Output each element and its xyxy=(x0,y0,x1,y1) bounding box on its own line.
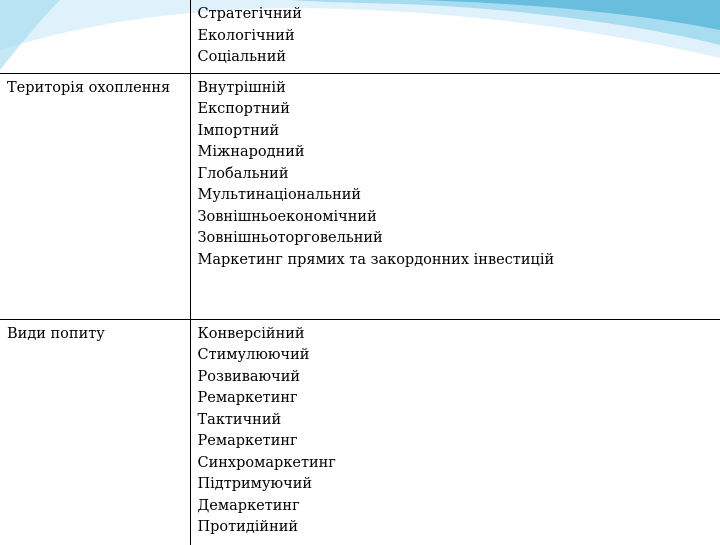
list-item: Зовнішньоторговельний xyxy=(198,228,714,250)
list-item: Глобальний xyxy=(198,164,714,186)
list-item: Внутрішній xyxy=(198,78,714,100)
list-item: Імпортний xyxy=(198,121,714,143)
list-item: Міжнародний xyxy=(198,142,714,164)
list-item: Розвиваючий xyxy=(198,367,714,389)
table-row xyxy=(0,319,720,545)
list-item: Зовнішньоекономічний xyxy=(198,207,714,229)
list-item: Експортний xyxy=(198,99,714,121)
types-cell xyxy=(190,73,720,319)
list-item: Протидійний xyxy=(198,517,714,539)
types-list xyxy=(191,320,720,543)
list-item: Тактичний xyxy=(198,410,714,432)
list-item: Стратегічний xyxy=(198,4,714,26)
category-cell xyxy=(0,0,190,73)
list-item: Соціальний xyxy=(198,47,714,69)
list-item: Мультинаціональний xyxy=(198,185,714,207)
category-cell xyxy=(0,73,190,319)
list-item: Конверсійний xyxy=(198,324,714,346)
category-label xyxy=(0,0,190,8)
table-row xyxy=(0,0,720,73)
category-label: Територія охоплення xyxy=(0,74,190,104)
table-row xyxy=(0,73,720,319)
list-item: Ремаркетинг xyxy=(198,388,714,410)
types-cell xyxy=(190,0,720,73)
types-list xyxy=(191,0,720,73)
list-item: Екологічний xyxy=(198,26,714,48)
list-item: Маркетинг прямих та закордонних інвестицій xyxy=(198,250,714,272)
list-item: Ремаркетинг xyxy=(198,431,714,453)
list-item: Стимулюючий xyxy=(198,345,714,367)
list-item: Підтримуючий xyxy=(198,474,714,496)
category-label: Види попиту xyxy=(0,320,190,350)
types-cell xyxy=(190,319,720,545)
category-cell xyxy=(0,319,190,545)
list-item: Демаркетинг xyxy=(198,496,714,518)
types-list xyxy=(191,74,720,276)
list-item: Синхромаркетинг xyxy=(198,453,714,475)
